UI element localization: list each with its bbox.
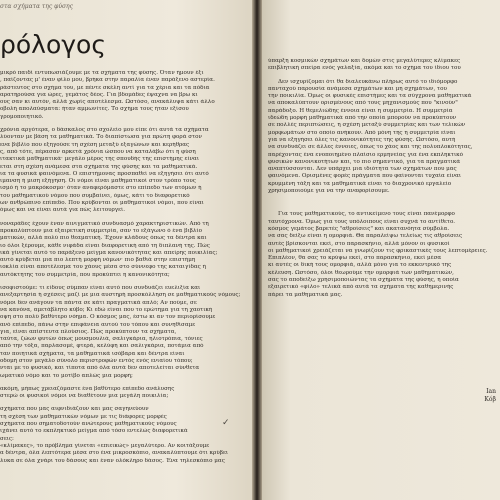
text-line: σχήματα που σηματοδοτούν ανώτερους μαθηματικούς νόμους [0, 421, 177, 428]
signature-line: Κόβ [484, 396, 496, 403]
text-line: χρόνια αργότερα, ο δάσκαλος στο σχολείο μου είπε ότι αυτά τα σχήματα [0, 127, 209, 134]
text-line: μορφωμάτων στο οποίο ανήκουν. Από μόνη της η συμμετρία είναι [268, 129, 456, 136]
text-line: γρομοποιητικό. [0, 113, 44, 120]
text-line: χρησιμοποιούμε για να την αναφορίσουμε. [268, 188, 390, 195]
text-line: ων ανθρώπινο επίπεδο. Που κρύβονται οι μαθηματικοί νόμοι, που είναι [0, 200, 204, 207]
text-line: αυτόκτητης του συμμετρία, που προκύπτει η κανονικότητα; [0, 271, 170, 278]
text-line: ταν ποιητικά σχήματα, τα μαθηματικά ισόβαρα και δέντρα είναι [0, 350, 185, 357]
text-line: εξαιρετικό «φίλο» τελικά από αυτά τα σχήματα της καθημερινής [268, 284, 454, 291]
text-line: κι αυτές οι δική τους ομορφιά, αλλά μόνο για το εκκεντρικό της [268, 262, 452, 269]
text-line: ισμό ή το μακρόκοσμο· όταν αναφερόμαστε στο επίπεδο των ατόμων ή [0, 185, 202, 192]
text-line: ια τα φυσικά φαινόμενα. Ο επιστήμονας προσπαθεί να εξηγήσει ότι αυτό [0, 170, 209, 177]
paragraph [0, 285, 246, 380]
text-line: την ποικιλία. Όμως οι φυσικές επιστήμες και τα σύγχρονα μαθηματικά [268, 93, 472, 100]
pencil-mark-icon: ✓ [222, 418, 230, 428]
paragraph [0, 406, 246, 464]
text-line: ωματικό νόμο και το μοτίβο απλώς μια μορφή; [0, 372, 133, 379]
text-line: ακόμη, μήπως χρειαζόμαστε ένα βαθύτερο επίπεδο ανάλυσης [0, 385, 175, 392]
text-line: «κλίμακες», το πρόβλημα γίνεται «επιεικώς» μεγαλύτερο. Αν κοιτάξουμε [0, 442, 210, 449]
text-line: σε πολλές περιπτώσεις, η σχέση μεταξύ συμμετρίας και των τελικών [268, 122, 466, 129]
left-body-text [0, 70, 246, 471]
text-line: φυσικών κανονικοτήτων και, το πιο σημαντικό, για τα πραγματικά [268, 158, 461, 165]
text-line: ιο όλοι ξέρουμε, κάθε νιφάδα είναι διαφορετική από τη διπλανή της. Πώς [0, 242, 210, 249]
text-line: ράστευτος στο σχήμα του, με πέντε σκέλη αντί για τα χέρια και τα πόδια [0, 84, 210, 91]
text-line: λυκα σε όλα χνάρι του δάσους και έναν ολόκληρο δάσος. Ένα τηλεσκόπιο μας [0, 457, 225, 464]
text-line: οι μαθηματικοί χρειάζεται να γνωρίζουν τις φρικαστικές τους λεπτομέρειες. [268, 247, 488, 254]
text-line: στερώ οι φυσικοί νόμοι να διαθέτουν μια μεγάλη ποικιλία; [0, 393, 169, 400]
text-line: ικά γίνεται αυτό το παράξενο μείγμα κανονικότητας και απείρης ποικιλίας; [0, 249, 218, 256]
text-line: σχήματα που μας αιφνιδιάζουν και μας σαγηνεύουν [0, 406, 149, 413]
paragraph [0, 127, 246, 215]
text-line: από την τόξα, παρλασομέ, φτερά, κελύφη και σαλιγκάρια, ποτάμια από [0, 343, 204, 350]
text-line: , παίζοντας μ' έναν φίλο μου, βρήκα στην παραλία έναν παράξενο αστερία. [0, 77, 215, 84]
text-line: σας το αποδείξω χρησιμοποιώντας τα σχήματα της φύσης, η οποία [268, 277, 459, 284]
text-line: ιοκλία είναι αποτέλεσμα του χάους μέσα στο σύννεφο της καταιγίδας ή [0, 264, 206, 271]
text-line: Για τους μαθηματικούς, το αντικείμενο τους είναι πανέμορφο [278, 211, 455, 218]
text-line: νται με το φυσικό, και τίποτα από όλα αυτά δεν αποτελείται σύνθετα [0, 365, 200, 372]
text-line: ματικών, αλλά πολύ πιο θεαματική. Έχουν κλάδους όπως τα δέντρα και [0, 235, 207, 242]
text-line: Επιπλέον, θα σας το κρύψω εκεί, στο παρασκήνιο, εκεί μέσα [268, 255, 442, 262]
text-line: να αποκαλύπτουν ορισμένους από τους μηχανισμούς που "κινούν" [268, 100, 458, 107]
text-line: ιτακτικά μαθηματικά· μεγάλο μέρος της σπουδής της επιστήμης είναι [0, 156, 200, 163]
text-line: ενα βιβλίο που εξηγούσε τη σχέση μεταξύ εξαγώνων και κερήθρας [0, 141, 190, 148]
text-line: αυτές βρίσκονται εκεί, στο παρασκήνιο, αλλά μόνον οι φυσικοί [268, 240, 450, 247]
right-page [262, 0, 500, 500]
text-line: σεις: [0, 435, 14, 442]
text-line: μικρό παιδί εντυπωσιάζουμε με τα σχήματα της φύσης. Όταν ήμουν έξι [0, 70, 204, 76]
text-line: ς, από τότε, πέρασαν αρκετά χρόνια ώσπου να καταλάβω ότι η φύση [0, 148, 196, 155]
text-line: για να εξηγήσει όλες τις κανονικότητες της φύσης. Ωστόσο, αυτή [268, 136, 456, 143]
text-line: τη σχέση των μαθηματικών νόμων με τις διάφορες μορφές [0, 413, 167, 420]
text-line: να κανόνα, αμετάβλητο κύβο; Κι εδώ είναι που το ερώτημα για τη χαοτική [0, 306, 213, 313]
text-line: ύπαρξη κοσμικών σχημάτων και δομών στις μεγαλύτερες κλίμακες [268, 58, 461, 64]
text-line: να σας δείξω είναι η ομορφιά. Θα παραλείψω τελείως τις αθροίσεις [268, 233, 463, 240]
right-body-text [268, 58, 500, 305]
text-line: κέλευση. Ωστόσο, όλοι θεωρούμε την ομορφιά των μαθηματικών, [268, 269, 454, 276]
text-line: παρέχοντας ένα ενοποιημένο πλαίσιο ερμηνείας για ένα εκπληκτικό [268, 151, 464, 158]
text-line: νοναράδες έχουν έναν αινιγματικό συνδυασμό χαρακτηριστικών. Από τη [0, 220, 209, 227]
text-line: ταύτα, ζώων φυτών όπως μουσμουλιά, σαλιγκάρια, ηλιοτρόπια, τόνιες [0, 336, 203, 343]
text-line: λύονταν με βάση τα μαθηματικά. Το διαπίστωσα για πρώτη φορά στον [0, 134, 202, 141]
chapter-title: ρόλογος [0, 30, 107, 59]
text-line: ους σαν κι αυτόν, αλλά χωρίς αποτέλεσμα. Ωστόσο, ανακάλυψα κάτι άλλο [0, 99, 215, 106]
text-line: πάρει τα μαθηματικά μας. [268, 291, 343, 298]
text-line: αναπτύσσονται. Δεν υπάρχει μια ιδιότητα των σχημάτων που μας [268, 166, 457, 173]
text-line: ανεξαρτησία ή σχέσεις μαζί με μια αυστηρή προσκόλληση σε μαθηματικούς νόμους; [0, 292, 241, 299]
text-line: αρατηρούσα για ώρες, γεμάτος δέος. Για βδομάδες έψαχνα να βρω κι [0, 91, 198, 98]
paragraph [268, 79, 500, 196]
signature-line: Ian [486, 388, 496, 395]
text-line: πανταχού παρουσία ανάμεσα σχημάτων και μη σχημάτων, του [268, 85, 447, 92]
text-line: οψη στο πολύ βαθύτερο νόημα. Ο κόσμος μας, έστω κι αν τον περιορίσουμε [0, 314, 216, 321]
text-line: του μαθηματικού νόμου που συμβαίνει, όμως, κάτι το διαφορετικό [0, 192, 190, 199]
author-signature [484, 388, 496, 404]
text-line: να συνδυάζει σε άλλες έννοιες, όπως το χάος και της πολυπλοκότητας, [268, 144, 473, 151]
text-line: ιμανση ή μιση εξήγηση. Οι νόμοι είναι μαθηματικοί στον τρόπο τους [0, 178, 196, 185]
text-line: εται στη σχέση ανάμεσα στα σχήματα της φύσης και τα μαθηματικά. [0, 163, 198, 170]
text-line: κόσμος γεμάτος βαρετές "αθροίσεις" και ακατανόητα σύμβολα. [268, 225, 450, 232]
text-line: παράδοξο. Η θεμελιώδης έννοια είναι η συμμετρία. Η συμμετρία [268, 107, 453, 114]
paragraph [0, 386, 246, 401]
text-line: φαινόμενα. Ορισμένες φορές πράγματα που φαίνονται τυχαία είναι [268, 173, 462, 180]
text-line: οδομή στον μεγάλο σύνολο περιστροφών εντός ενός ενιαίου τόπου; [0, 357, 193, 364]
text-line: ιδεώδη μορφή μαθηματικά από την οποία μπορούν να προκύπτουν [268, 115, 457, 122]
text-line: κρυμμένη τάξη και τα μαθηματικά είναι το διαχρονικό εργαλείο [268, 180, 452, 187]
text-line: Δεν ισχυρίζομαι ότι θα διαλευκάνω πλήρως αυτό το ιδιόμορφο [278, 78, 458, 85]
paragraph [0, 70, 246, 121]
text-line: αυτό κρύβεται μια πιο λεπτή μορφή νόμων· πιο βαθιά στην επιστήμη [0, 257, 196, 264]
paragraph [268, 58, 500, 73]
text-line: όμως και να είναι αυτά για πώς λειτουργεί. [0, 207, 125, 214]
running-head: στα σχήματα της φύσης [0, 3, 74, 10]
paragraph [268, 211, 500, 299]
text-line: οβολή απολαύσματα: ήταν αμμωνίτες. Το σχήμα τους ήταν εξίσου [0, 106, 189, 113]
book-gutter [252, 0, 262, 500]
text-line: για, είναι απίστευτα πλούσιος. Πώς προκύπτουν τα σχήματα, [0, 328, 177, 335]
text-line: α δέντρα, όλα λεπτότερα μέσα στο ένα μικροσκόπιο, ανακαλύπτουμε ότι κρύβει [0, 450, 229, 457]
paragraph [0, 221, 246, 279]
text-line: νόμοι δεν ανάγουν τα πάντα σε κάτι πραγματικά απλό; Αν πούμε, σε [0, 299, 197, 306]
text-line: ισοφιστούμε: τι είδους σύμπαν είναι αυτό που συνδυάζει ευελιξία και [0, 285, 201, 292]
text-line: ταυτόχρονα. Όμως για τους υπόλοιπους είναι συχνά το αντίθετο. [268, 218, 456, 225]
text-line: ανό επίπεδο, πάνω στην επιφάνεια αυτού του τόπου και συνηθίσαμε [0, 321, 196, 328]
text-line: ιχάνει αυτό το εκπληκτικό μείγμα από τόσο εντελώς διαφορετικά [0, 428, 188, 435]
text-line: προκαλύπτουν μια εξαιρετική συμμετρία, σαν το εξάγωνο ό ένα βιβλίο [0, 227, 202, 234]
text-line: επιβλητική σπείρα ενός γαλαξία, ακόμα και το σχήμα του ίδιου του [268, 65, 461, 72]
